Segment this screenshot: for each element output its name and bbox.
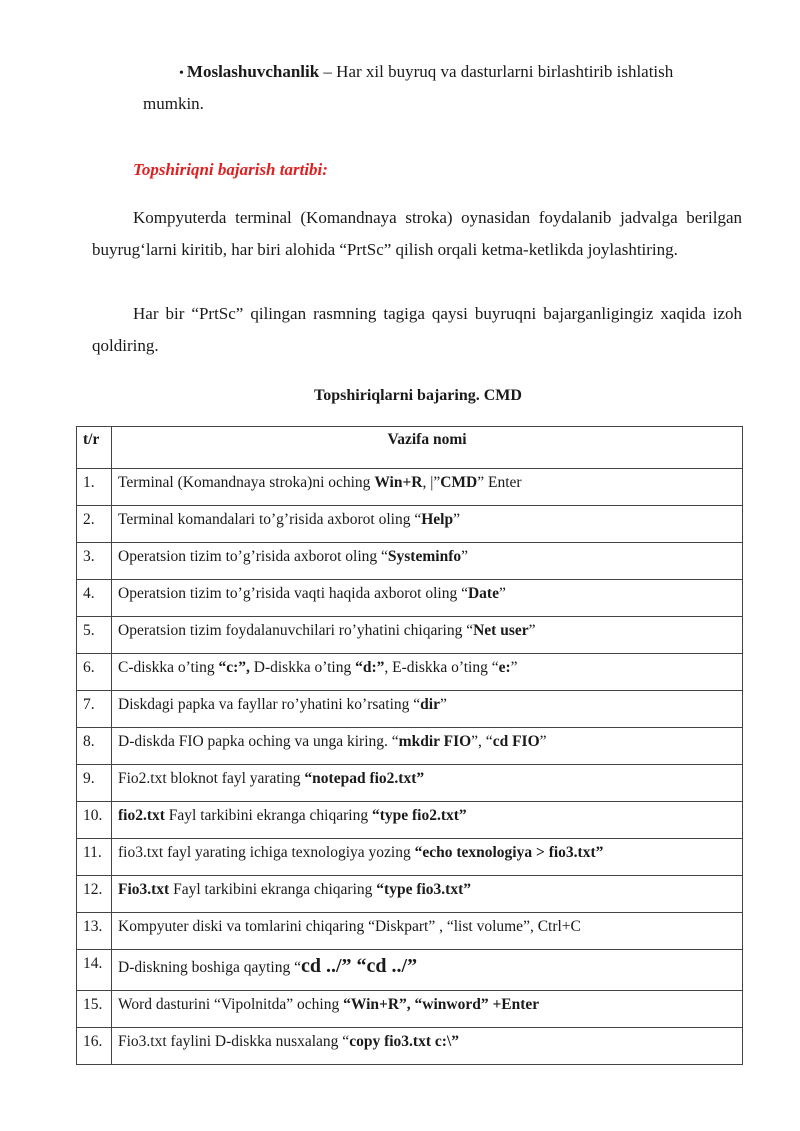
bullet-item	[143, 57, 742, 119]
section-heading: Topshiriqni bajarish tartibi:	[133, 160, 328, 179]
row-task	[112, 950, 743, 991]
task-text: Operatsion tizim foydalanuvchilari ro’yhatini chiqaring “	[118, 622, 474, 639]
task-text: , E-diskka o’ting “	[384, 659, 499, 676]
table-body	[77, 469, 743, 1065]
table-row	[77, 617, 743, 654]
row-task	[112, 913, 743, 950]
task-command: “notepad fio2.txt”	[304, 770, 425, 787]
task-command: copy fio3.txt c:\”	[349, 1033, 459, 1050]
row-task	[112, 580, 743, 617]
task-text: D-diskda FIO papka oching va unga kiring. “	[118, 733, 399, 750]
task-command: “type fio2.txt”	[371, 807, 467, 824]
row-task	[112, 543, 743, 580]
row-number: 10.	[77, 802, 112, 839]
row-number: 12.	[77, 876, 112, 913]
paragraph-2	[92, 298, 742, 362]
row-number: 11.	[77, 839, 112, 876]
row-number: 3.	[77, 543, 112, 580]
task-text: ”	[528, 622, 536, 639]
task-text: D-diskning boshiga qayting “	[118, 959, 301, 976]
paragraph-1	[92, 202, 742, 266]
task-text: ”, “	[471, 733, 493, 750]
task-command: Fio3.txt	[118, 881, 170, 898]
row-task	[112, 728, 743, 765]
row-task	[112, 506, 743, 543]
row-task	[112, 654, 743, 691]
task-table	[76, 426, 743, 1065]
table-row	[77, 654, 743, 691]
row-number: 7.	[77, 691, 112, 728]
table-row	[77, 839, 743, 876]
row-task	[112, 802, 743, 839]
header-number: t/r	[77, 427, 112, 469]
task-text: fio3.txt fayl yarating ichiga texnologiya yozing	[118, 844, 415, 861]
table-row	[77, 765, 743, 802]
row-number: 8.	[77, 728, 112, 765]
task-command: “d:”	[355, 659, 385, 676]
task-command: cd ../” “cd ../”	[300, 955, 418, 977]
row-number: 15.	[77, 991, 112, 1028]
task-text: Fio3.txt faylini D-diskka nusxalang “	[118, 1033, 350, 1050]
row-task	[112, 691, 743, 728]
task-command: dir	[420, 696, 440, 713]
row-number: 2.	[77, 506, 112, 543]
task-text: Word dasturini “Vipolnitda” oching	[118, 996, 344, 1013]
task-command: Help	[421, 511, 454, 528]
task-command: “Win+R”, “winword” +Enter	[343, 996, 540, 1013]
row-number: 4.	[77, 580, 112, 617]
table-row	[77, 876, 743, 913]
task-text: Operatsion tizim to’g’risida axborot oling “	[118, 548, 388, 565]
task-text: Fio2.txt bloknot fayl yarating	[118, 770, 305, 787]
table-row	[77, 580, 743, 617]
row-task	[112, 839, 743, 876]
table-row	[77, 506, 743, 543]
row-task	[112, 1028, 743, 1065]
task-command: “echo texnologiya > fio3.txt”	[414, 844, 604, 861]
table-row	[77, 728, 743, 765]
task-text: Terminal komandalari to’g’risida axborot oling “	[118, 511, 422, 528]
task-command: cd FIO	[492, 733, 540, 750]
task-text: Terminal (Komandnaya stroka)ni oching	[118, 474, 375, 491]
task-command: mkdir FIO	[398, 733, 472, 750]
task-text: ”	[510, 659, 518, 676]
task-text: Kompyuter diski va tomlarini chiqaring “Diskpart” , “list volume”, Ctrl+C	[118, 918, 581, 935]
task-text: , |”	[422, 474, 441, 491]
row-number: 16.	[77, 1028, 112, 1065]
table-row	[77, 802, 743, 839]
table-row	[77, 991, 743, 1028]
row-task	[112, 765, 743, 802]
task-text: ” Enter	[477, 474, 522, 491]
row-task	[112, 876, 743, 913]
table-row	[77, 913, 743, 950]
task-command: e:	[498, 659, 511, 676]
row-task	[112, 469, 743, 506]
task-text: ”	[453, 511, 460, 528]
task-command: Systeminfo	[387, 548, 462, 565]
paragraph-1-text: Kompyuterda terminal (Komandnaya stroka) oynasidan foydalanib jadvalga berilgan buyrug‘larni kiritib, har biri alohida “PrtSc” qilish orqali ketma-ketlikda joylashtiring.	[92, 208, 742, 259]
task-text: ”	[439, 696, 447, 713]
task-text: C-diskka o’ting	[118, 659, 219, 676]
task-text: D-diskka o’ting	[249, 659, 356, 676]
table-row	[77, 1028, 743, 1065]
row-number: 5.	[77, 617, 112, 654]
task-command: Date	[467, 585, 499, 602]
table-header-row	[77, 427, 743, 469]
task-text: Fayl tarkibini ekranga chiqaring	[169, 881, 377, 898]
bullet-term: Moslashuvchanlik	[186, 62, 320, 81]
task-command: “c:”,	[218, 659, 250, 676]
task-command: Net user	[473, 622, 529, 639]
row-number: 9.	[77, 765, 112, 802]
bullet-text: – Har xil buyruq va dasturlarni birlashtirib ishlatish	[323, 62, 674, 81]
row-number: 14.	[77, 950, 112, 991]
table-row	[77, 691, 743, 728]
task-command: fio2.txt	[118, 807, 165, 824]
task-command: CMD	[440, 474, 478, 491]
task-text: Fayl tarkibini ekranga chiqaring	[164, 807, 372, 824]
task-text: ”	[498, 585, 506, 602]
task-command: Win+R	[374, 474, 423, 491]
header-task-name: Vazifa nomi	[112, 427, 743, 469]
task-text: ”	[461, 548, 468, 565]
row-number: 13.	[77, 913, 112, 950]
table-row	[77, 950, 743, 991]
paragraph-2-text: Har bir “PrtSc” qilingan rasmning tagiga qaysi buyruqni bajarganligingiz xaqida izoh qoldiring.	[92, 304, 742, 355]
table-row	[77, 469, 743, 506]
task-text: Diskdagi papka va fayllar ro’yhatini ko’rsating “	[118, 696, 421, 713]
row-number: 1.	[77, 469, 112, 506]
table-row	[77, 543, 743, 580]
task-text: Operatsion tizim to’g’risida vaqti haqida axborot oling “	[118, 585, 468, 602]
task-text: ”	[539, 733, 547, 750]
row-task	[112, 991, 743, 1028]
task-command: “type fio3.txt”	[376, 881, 471, 898]
bullet-dot-icon: •	[179, 66, 184, 81]
table-title: Topshiriqlarni bajaring. CMD	[314, 387, 522, 404]
row-task	[112, 617, 743, 654]
row-number: 6.	[77, 654, 112, 691]
bullet-continuation: mumkin.	[143, 94, 204, 113]
